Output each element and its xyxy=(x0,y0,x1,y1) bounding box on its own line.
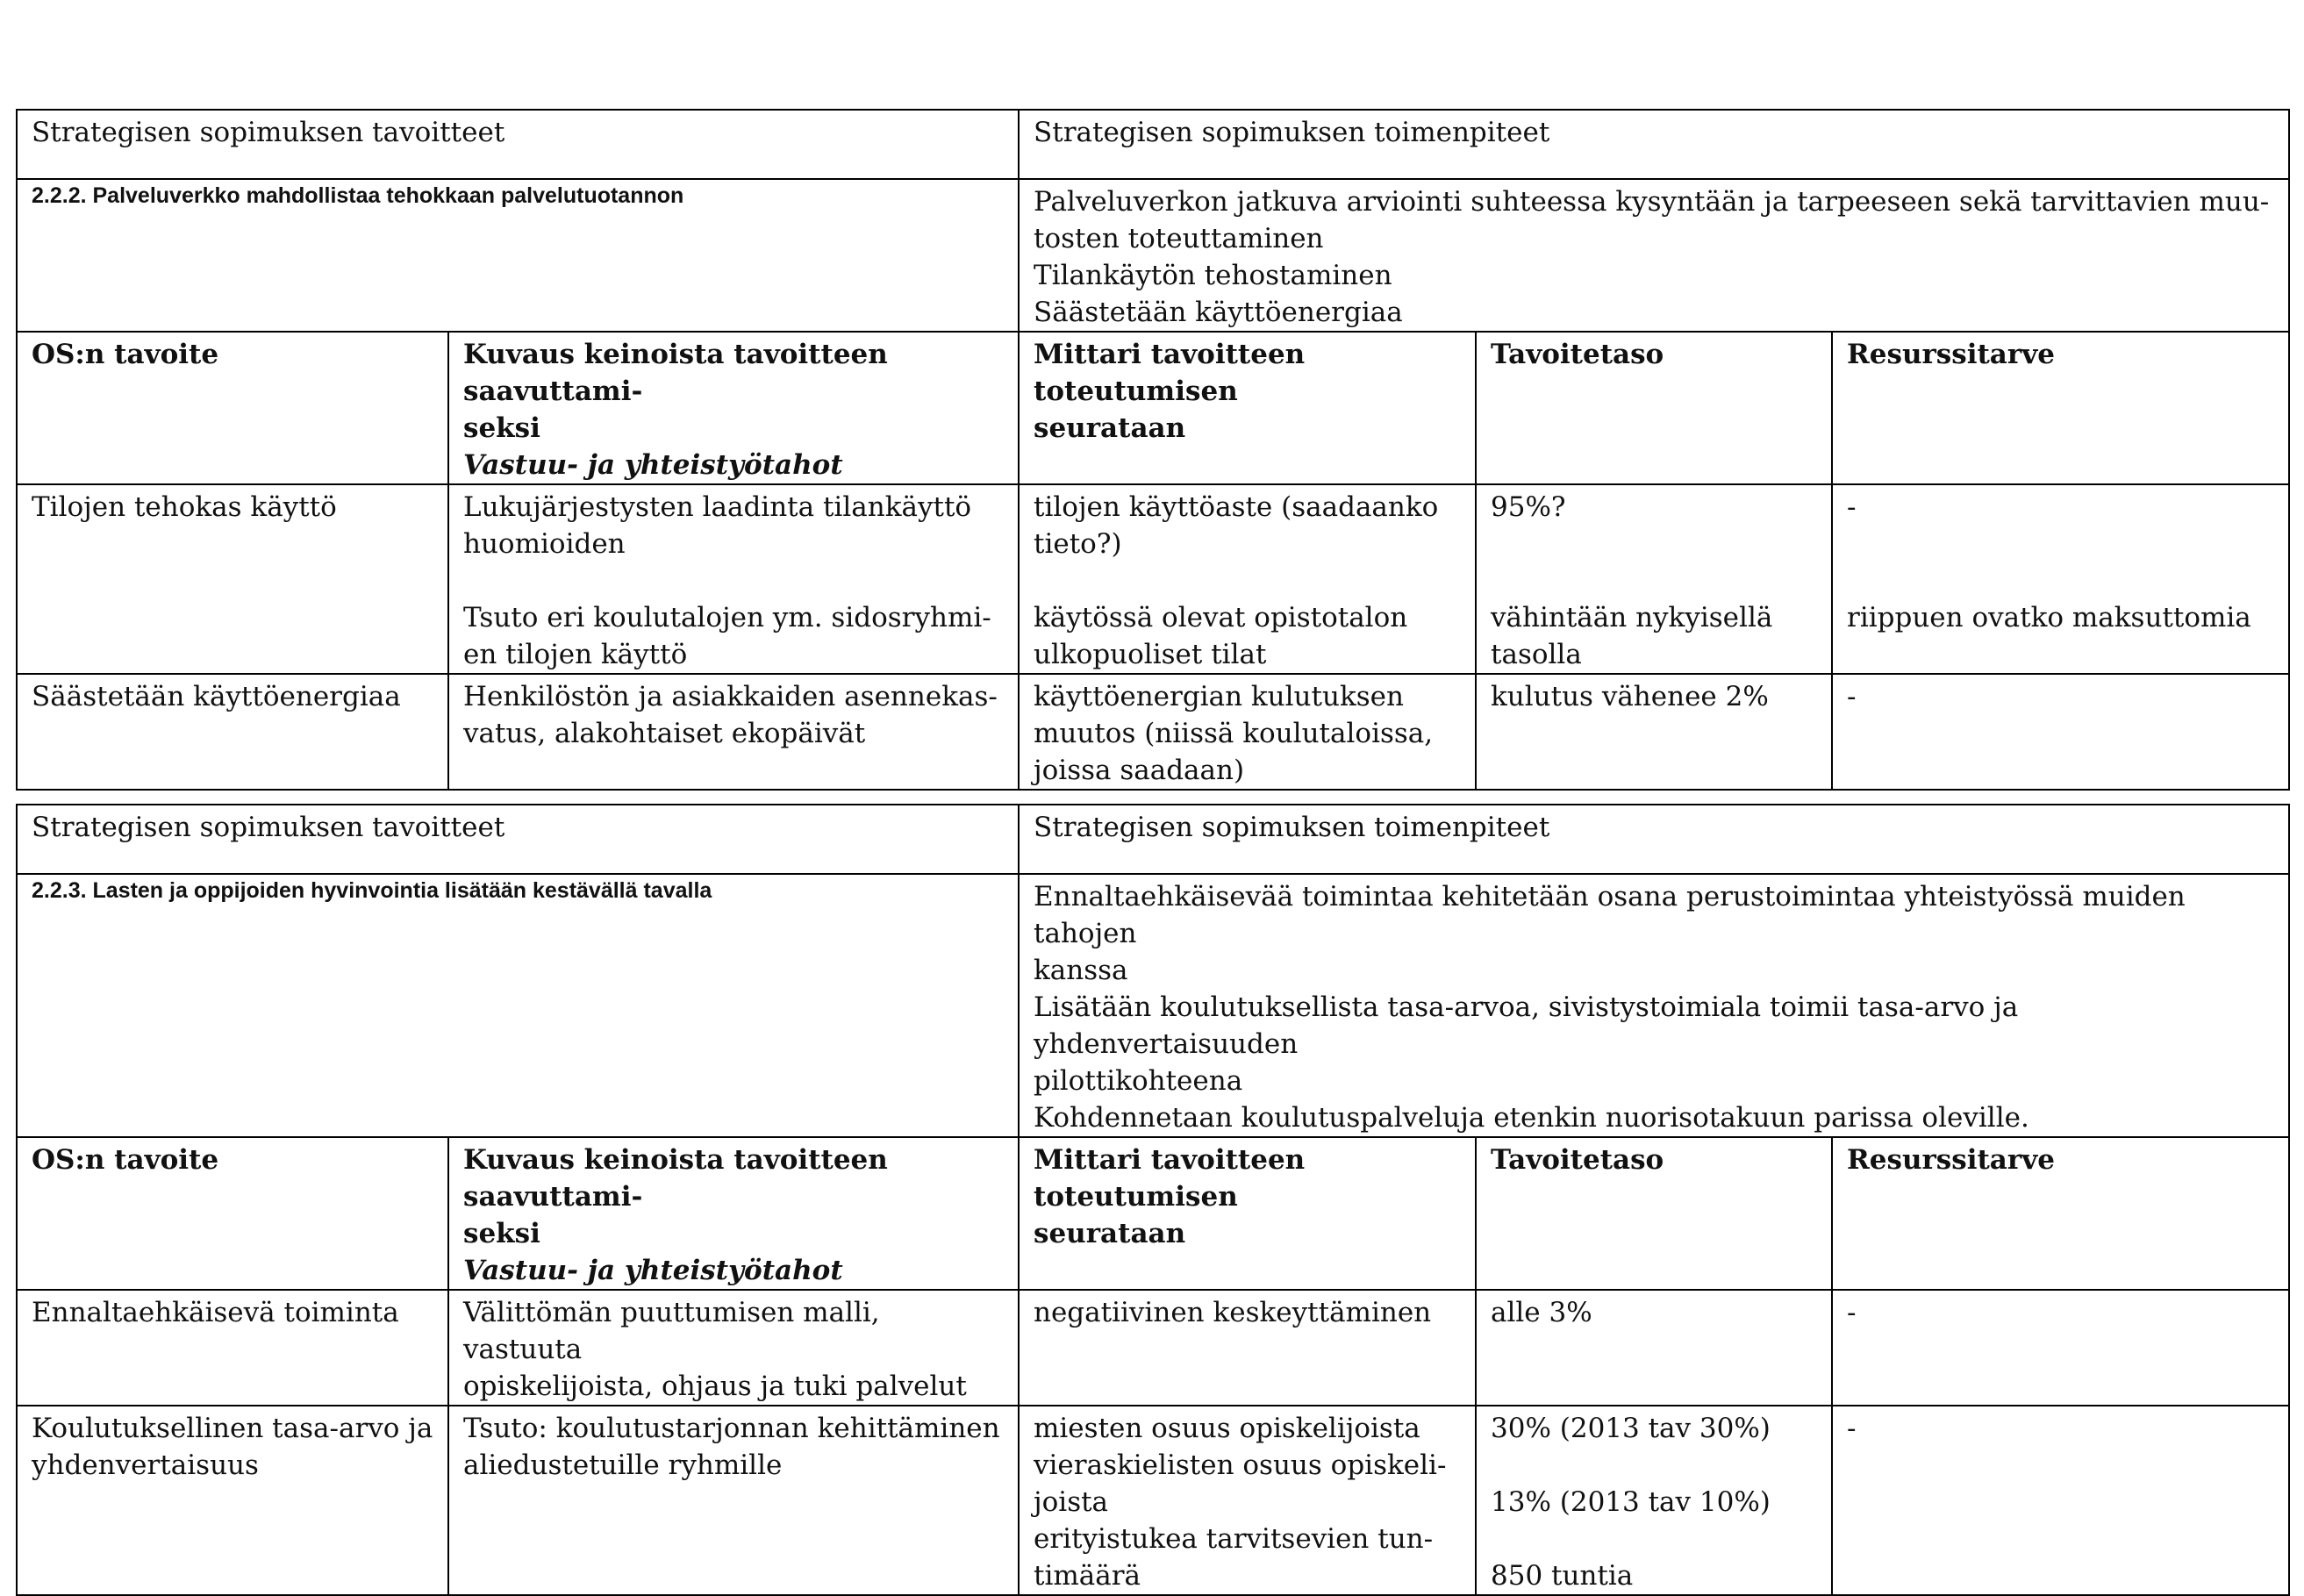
col-target-level: Tavoitetaso xyxy=(1476,332,1832,484)
row-means: Välittömän puuttumisen malli, vastuuta opiskelijoista, ohjaus ja tuki palvelut xyxy=(448,1290,1019,1406)
goal-title: 2.2.2. Palveluverkko mahdollistaa tehokkaan palvelutuotannon xyxy=(17,179,1019,332)
row-resource: - xyxy=(1832,674,2289,790)
col-metric: Mittari tavoitteen toteutumisen seurataan xyxy=(1019,1137,1476,1290)
row-means: Henkilöstön ja asiakkaiden asennekas- vatus, alakohtaiset ekopäivät xyxy=(448,674,1019,790)
column-header-row xyxy=(17,1137,2289,1290)
row-metric: miesten osuus opiskelijoista vieraskielisten osuus opiskeli- joista erityistukea tarvitsevien tun- timäärä xyxy=(1019,1406,1476,1595)
row-metric: tilojen käyttöaste (saadaanko tieto?) käytössä olevat opistotalon ulkopuoliset tilat xyxy=(1019,484,1476,674)
action-line: pilottikohteena xyxy=(1034,1065,1243,1097)
action-line: tosten toteuttaminen xyxy=(1034,223,1324,254)
col-target-level: Tavoitetaso xyxy=(1476,1137,1832,1290)
header-goals: Strategisen sopimuksen tavoitteet xyxy=(17,805,1019,874)
action-line: Säästetään käyttöenergiaa xyxy=(1034,297,1403,328)
row-target: 30% (2013 tav 30%) 13% (2013 tav 10%) 850 tuntia xyxy=(1476,1406,1832,1595)
row-means: Lukujärjestysten laadinta tilankäyttö huomioiden Tsuto eri koulutalojen ym. sidosryhmi- en tilojen käyttö xyxy=(448,484,1019,674)
col-os-goal: OS:n tavoite xyxy=(17,332,448,484)
goal-actions xyxy=(1019,874,2289,1137)
row-goal: Tilojen tehokas käyttö xyxy=(17,484,448,674)
row-goal: Koulutuksellinen tasa-arvo ja yhdenvertaisuus xyxy=(17,1406,448,1595)
table-row xyxy=(17,1406,2289,1595)
strategy-table-2 xyxy=(16,804,2290,1596)
table-row xyxy=(17,674,2289,790)
col-means: Kuvaus keinoista tavoitteen saavuttami- seksi Vastuu- ja yhteistyötahot xyxy=(448,1137,1019,1290)
header-goals: Strategisen sopimuksen tavoitteet xyxy=(17,110,1019,179)
table-row xyxy=(17,1290,2289,1406)
goal-title: 2.2.3. Lasten ja oppijoiden hyvinvointia lisätään kestävällä tavalla xyxy=(17,874,1019,1137)
table-header-row xyxy=(17,110,2289,179)
row-resource: - riippuen ovatko maksuttomia xyxy=(1832,484,2289,674)
goal-actions xyxy=(1019,179,2289,332)
row-target: 95%? vähintään nykyisellä tasolla xyxy=(1476,484,1832,674)
goal-row xyxy=(17,874,2289,1137)
action-line: Tilankäytön tehostaminen xyxy=(1034,260,1392,291)
header-actions: Strategisen sopimuksen toimenpiteet xyxy=(1019,805,2289,874)
col-means: Kuvaus keinoista tavoitteen saavuttami- seksi Vastuu- ja yhteistyötahot xyxy=(448,332,1019,484)
col-resource-need: Resurssitarve xyxy=(1832,332,2289,484)
table-row xyxy=(17,484,2289,674)
header-actions: Strategisen sopimuksen toimenpiteet xyxy=(1019,110,2289,179)
action-line: Ennaltaehkäisevää toimintaa kehitetään osana perustoimintaa yhteistyössä muiden tahojen xyxy=(1034,881,2186,949)
action-line: Kohdennetaan koulutuspalveluja etenkin nuorisotakuun parissa oleville. xyxy=(1034,1102,2029,1134)
column-header-row xyxy=(17,332,2289,484)
row-means: Tsuto: koulutustarjonnan kehittäminen aliedustetuille ryhmille xyxy=(448,1406,1019,1595)
row-target: alle 3% xyxy=(1476,1290,1832,1406)
col-os-goal: OS:n tavoite xyxy=(17,1137,448,1290)
row-resource: - xyxy=(1832,1406,2289,1595)
row-goal: Ennaltaehkäisevä toiminta xyxy=(17,1290,448,1406)
action-line: kanssa xyxy=(1034,955,1128,986)
row-target: kulutus vähenee 2% xyxy=(1476,674,1832,790)
action-line: Palveluverkon jatkuva arviointi suhteessa kysyntään ja tarpeeseen sekä tarvittavien muu- xyxy=(1034,186,2270,218)
table-header-row xyxy=(17,805,2289,874)
goal-row xyxy=(17,179,2289,332)
row-resource: - xyxy=(1832,1290,2289,1406)
col-metric: Mittari tavoitteen toteutumisen seurataan xyxy=(1019,332,1476,484)
col-responsibility: Vastuu- ja yhteistyötahot xyxy=(463,1255,843,1286)
row-metric: negatiivinen keskeyttäminen xyxy=(1019,1290,1476,1406)
col-responsibility: Vastuu- ja yhteistyötahot xyxy=(463,449,843,481)
col-resource-need: Resurssitarve xyxy=(1832,1137,2289,1290)
action-line: Lisätään koulutuksellista tasa-arvoa, sivistystoimiala toimii tasa-arvo ja yhdenvertaisuuden xyxy=(1034,991,2019,1060)
strategy-table-1 xyxy=(16,109,2290,791)
row-metric: käyttöenergian kulutuksen muutos (niissä koulutaloissa, joissa saadaan) xyxy=(1019,674,1476,790)
row-goal: Säästetään käyttöenergiaa xyxy=(17,674,448,790)
